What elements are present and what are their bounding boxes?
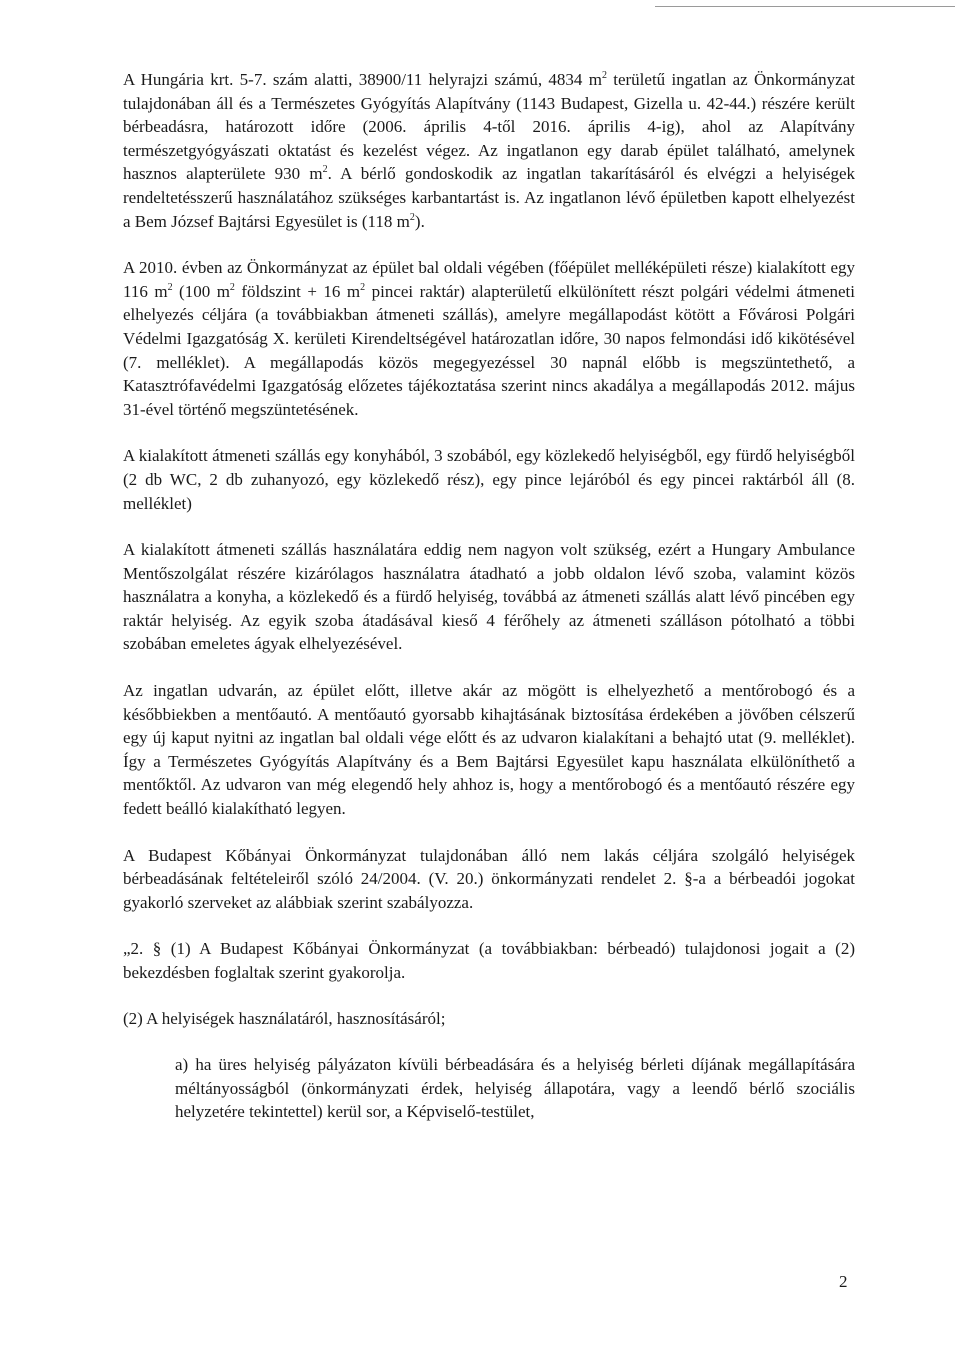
superscript: 2 (360, 281, 366, 293)
paragraph-2010-agreement (123, 256, 855, 421)
superscript: 2 (409, 211, 415, 223)
text-run: (100 m (172, 281, 230, 301)
paragraph-subsection-2: (2) A helyiségek használatáról, hasznosításáról; (123, 1008, 446, 1028)
paragraph-shelter-layout: A kialakított átmeneti szállás egy konyhából, 3 szobából, egy közlekedő helyiségből, egy fürdő helyiségből (2 db WC, 2 db zuhanyozó, egy közlekedő rész), egy pince lejáróból és egy pincei raktárból áll (8. melléklet) (123, 446, 855, 513)
text-run: A 2010. évben az Önkormányzat az épület bal oldali végében (főépület melléképületi része) kialakított egy 116 m (123, 258, 855, 301)
paragraph-yard-gate: Az ingatlan udvarán, az épület előtt, illetve akár az mögött is elhelyezhető a mentőrobogó és a későbbiekben a mentőautó. A mentőautó gyorsabb kihajtásának biztosítása érdekében a jövőben célszerű egy új kaput nyitni az ingatlan bal oldali vége előtt és az udvaron kialakítani a behajtó utat (9. melléklet). Így a Természetes Gyógyítás Alapítvány és a Bem Bajtársi Egyesület kapu használata elkülöníthető a mentőktől. Az udvaron van még elegendő hely ahhoz is, hogy a mentőrobogó és a mentőautó részére egy fedett beálló kialakítható legyen. (123, 681, 855, 819)
paragraph-hungaria-lease (123, 68, 855, 233)
superscript: 2 (229, 281, 235, 293)
text-run: területű ingatlan az Önkormányzat tulajdonában áll és a Természetes Gyógyítás Alapítvány (1143 Budapest, Gizella u. 42-44.) részére került bérbeadásra, határozott időre (2006. április 4-től 2016. április 4-ig), ahol az Alapítvány természetgyógyászati oktatást és kezelést végez. Az ingatlanon egy darab épület található, amelynek hasznos alapterülete 930 m (123, 70, 855, 184)
top-rule (655, 6, 955, 7)
superscript: 2 (601, 70, 607, 81)
document-body (123, 68, 855, 1147)
text-run: . A bérlő gondoskodik az ingatlan takarításáról és elvégzi a helyiségek rendeltetésszerű használatához szükséges karbantartást is. Az ingatlanon lévő épületben kapott elhelyezést a Bem József Bajtársi Egyesület is (118 m (123, 164, 855, 231)
text-run: földszint + 16 m (234, 281, 361, 301)
text-run: A Hungária krt. 5-7. szám alatti, 38900/11 helyrajzi számú, 4834 m (123, 70, 602, 89)
page-number: 2 (839, 1272, 848, 1291)
paragraph-quote-section-2: „2. § (1) A Budapest Kőbányai Önkormányzat (a továbbiakban: bérbeadó) tulajdonosi jogait a (2) bekezdésben foglaltak szerint gyakorolja. (123, 939, 855, 982)
text-run: ). (414, 211, 425, 231)
paragraph-regulation: A Budapest Kőbányai Önkormányzat tulajdonában álló nem lakás céljára szolgáló helyiségek bérbeadásának feltételeiről szóló 24/2004. (V. 20.) önkormányzati rendelet 2. §-a a bérbeadói jogokat gyakorló szerveket az alábbiak szerint szabályozza. (123, 845, 855, 912)
paragraph-point-a: a) ha üres helyiség pályázaton kívüli bérbeadására és a helyiség bérleti díjának megállapítására méltányosságból (önkormányzati érdek, helyiség állapotára, vagy a leendő bérlő szociális helyzetére tekintettel) kerül sor, a Képviselő-testület, (175, 1055, 855, 1122)
superscript: 2 (167, 281, 173, 293)
text-run: pincei raktár) alapterületű elkülönített részt polgári védelmi átmeneti elhelyezés céljára (a továbbiakban átmeneti szállás), amelyre megállapodást kötött a Fővárosi Polgári Védelmi Igazgatóság X. kerületi Kirendeltségével határozatlan időre, 30 napos felmondási idő kikötésével (7. melléklet). A megállapodás közös megegyezéssel 30 napnál előbb is megszüntethető, a Katasztrófavédelmi Igazgatóság előzetes tájékoztatása szerint nincs akadálya a megállapodás 2012. május 31-ével történő megszüntetésének. (123, 281, 855, 419)
paragraph-ambulance-use: A kialakított átmeneti szállás használatára eddig nem nagyon volt szükség, ezért a Hungary Ambulance Mentőszolgálat részére kizárólagos használatra átadható a jobb oldalon lévő szoba, valamint közös használatra a konyha, a közlekedő és a fürdő helyiség, továbbá az átmeneti szállás alatt lévő pincében egy raktár helyiség. Az egyik szoba átadásával kieső 4 férőhely az átmeneti szálláson pótolható a többi szobában emeletes ágyak elhelyezésével. (123, 540, 855, 654)
superscript: 2 (322, 164, 328, 176)
